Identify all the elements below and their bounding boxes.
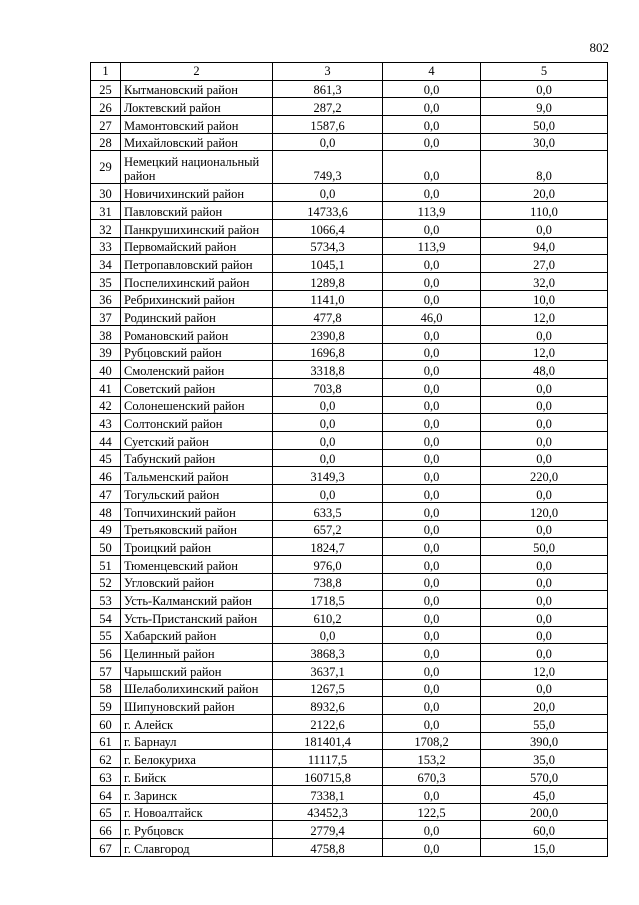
row-number-cell: 35 — [91, 272, 121, 290]
row-number-cell: 59 — [91, 697, 121, 715]
row-number-cell: 34 — [91, 255, 121, 273]
column-3-value-cell: 1141,0 — [273, 290, 383, 308]
column-5-value-cell: 10,0 — [481, 290, 608, 308]
table-row — [91, 98, 608, 116]
district-name-cell: Ребрихинский район — [121, 290, 273, 308]
district-name-cell: г. Рубцовск — [121, 821, 273, 839]
column-5-value-cell: 0,0 — [481, 591, 608, 609]
table-row — [91, 361, 608, 379]
row-number-cell: 36 — [91, 290, 121, 308]
table-row — [91, 184, 608, 202]
district-name-cell: Рубцовский район — [121, 343, 273, 361]
column-header: 1 — [91, 63, 121, 81]
column-5-value-cell: 0,0 — [481, 396, 608, 414]
column-4-value-cell: 0,0 — [383, 502, 481, 520]
column-4-value-cell: 0,0 — [383, 343, 481, 361]
row-number-cell: 46 — [91, 467, 121, 485]
table-row — [91, 219, 608, 237]
column-4-value-cell: 113,9 — [383, 202, 481, 220]
row-number-cell: 49 — [91, 520, 121, 538]
district-name-cell: Тюменцевский район — [121, 555, 273, 573]
column-4-value-cell: 0,0 — [383, 449, 481, 467]
district-name-cell: г. Бийск — [121, 768, 273, 786]
column-3-value-cell: 703,8 — [273, 379, 383, 397]
column-3-value-cell: 0,0 — [273, 133, 383, 151]
row-number-cell: 54 — [91, 608, 121, 626]
district-name-cell: Топчихинский район — [121, 502, 273, 520]
table-row — [91, 432, 608, 450]
table-row — [91, 325, 608, 343]
data-table — [90, 62, 608, 857]
row-number-cell: 51 — [91, 555, 121, 573]
column-5-value-cell: 12,0 — [481, 662, 608, 680]
column-5-value-cell: 0,0 — [481, 679, 608, 697]
column-5-value-cell: 15,0 — [481, 838, 608, 856]
district-name-cell: Суетский район — [121, 432, 273, 450]
column-4-value-cell: 0,0 — [383, 80, 481, 98]
column-5-value-cell: 48,0 — [481, 361, 608, 379]
row-number-cell: 31 — [91, 202, 121, 220]
district-name-cell: Солтонский район — [121, 414, 273, 432]
column-header: 4 — [383, 63, 481, 81]
column-3-value-cell: 1824,7 — [273, 538, 383, 556]
row-number-cell: 32 — [91, 219, 121, 237]
district-name-cell: Троицкий район — [121, 538, 273, 556]
district-name-cell: Усть-Пристанский район — [121, 608, 273, 626]
table-row — [91, 290, 608, 308]
column-5-value-cell: 390,0 — [481, 732, 608, 750]
row-number-cell: 39 — [91, 343, 121, 361]
table-row — [91, 151, 608, 184]
column-4-value-cell: 153,2 — [383, 750, 481, 768]
column-5-value-cell: 0,0 — [481, 432, 608, 450]
column-4-value-cell: 113,9 — [383, 237, 481, 255]
column-4-value-cell: 0,0 — [383, 98, 481, 116]
column-3-value-cell: 0,0 — [273, 626, 383, 644]
row-number-cell: 55 — [91, 626, 121, 644]
row-number-cell: 56 — [91, 644, 121, 662]
district-name-cell: Родинский район — [121, 308, 273, 326]
table-row — [91, 768, 608, 786]
row-number-cell: 50 — [91, 538, 121, 556]
district-name-cell: г. Белокуриха — [121, 750, 273, 768]
row-number-cell: 38 — [91, 325, 121, 343]
row-number-cell: 26 — [91, 98, 121, 116]
column-4-value-cell: 0,0 — [383, 644, 481, 662]
district-name-cell: Табунский район — [121, 449, 273, 467]
table-row — [91, 116, 608, 134]
table-row — [91, 255, 608, 273]
column-3-value-cell: 7338,1 — [273, 785, 383, 803]
table-row — [91, 555, 608, 573]
column-3-value-cell: 0,0 — [273, 396, 383, 414]
table-row — [91, 80, 608, 98]
column-header: 5 — [481, 63, 608, 81]
column-5-value-cell: 0,0 — [481, 644, 608, 662]
table-row — [91, 343, 608, 361]
column-5-value-cell: 0,0 — [481, 485, 608, 503]
column-5-value-cell: 0,0 — [481, 325, 608, 343]
column-5-value-cell: 0,0 — [481, 573, 608, 591]
district-name-cell: Третьяковский район — [121, 520, 273, 538]
column-3-value-cell: 633,5 — [273, 502, 383, 520]
district-name-cell: Немецкий национальный район — [121, 151, 273, 184]
row-number-cell: 29 — [91, 151, 121, 184]
table-row — [91, 838, 608, 856]
district-name-cell: Смоленский район — [121, 361, 273, 379]
table-row — [91, 715, 608, 733]
table-row — [91, 467, 608, 485]
table-row — [91, 449, 608, 467]
column-4-value-cell: 0,0 — [383, 538, 481, 556]
column-4-value-cell: 0,0 — [383, 821, 481, 839]
column-4-value-cell: 0,0 — [383, 414, 481, 432]
row-number-cell: 53 — [91, 591, 121, 609]
district-name-cell: Тогульский район — [121, 485, 273, 503]
row-number-cell: 52 — [91, 573, 121, 591]
column-4-value-cell: 0,0 — [383, 184, 481, 202]
column-4-value-cell: 0,0 — [383, 255, 481, 273]
row-number-cell: 47 — [91, 485, 121, 503]
column-4-value-cell: 0,0 — [383, 219, 481, 237]
column-3-value-cell: 861,3 — [273, 80, 383, 98]
column-4-value-cell: 0,0 — [383, 325, 481, 343]
table-row — [91, 732, 608, 750]
column-3-value-cell: 3149,3 — [273, 467, 383, 485]
column-5-value-cell: 50,0 — [481, 116, 608, 134]
table-row — [91, 662, 608, 680]
district-name-cell: Поспелихинский район — [121, 272, 273, 290]
table-row — [91, 396, 608, 414]
column-4-value-cell: 0,0 — [383, 555, 481, 573]
district-name-cell: Тальменский район — [121, 467, 273, 485]
table-row — [91, 502, 608, 520]
column-3-value-cell: 43452,3 — [273, 803, 383, 821]
column-5-value-cell: 45,0 — [481, 785, 608, 803]
column-5-value-cell: 0,0 — [481, 379, 608, 397]
row-number-cell: 27 — [91, 116, 121, 134]
district-name-cell: Михайловский район — [121, 133, 273, 151]
column-3-value-cell: 11117,5 — [273, 750, 383, 768]
column-3-value-cell: 181401,4 — [273, 732, 383, 750]
table-row — [91, 308, 608, 326]
column-5-value-cell: 0,0 — [481, 449, 608, 467]
column-4-value-cell: 0,0 — [383, 151, 481, 184]
column-4-value-cell: 0,0 — [383, 591, 481, 609]
column-5-value-cell: 120,0 — [481, 502, 608, 520]
column-5-value-cell: 0,0 — [481, 626, 608, 644]
column-5-value-cell: 0,0 — [481, 520, 608, 538]
district-name-cell: г. Славгород — [121, 838, 273, 856]
column-3-value-cell: 0,0 — [273, 432, 383, 450]
row-number-cell: 67 — [91, 838, 121, 856]
row-number-cell: 48 — [91, 502, 121, 520]
district-name-cell: Романовский район — [121, 325, 273, 343]
column-4-value-cell: 0,0 — [383, 116, 481, 134]
column-4-value-cell: 0,0 — [383, 626, 481, 644]
table-row — [91, 644, 608, 662]
table-row — [91, 803, 608, 821]
district-name-cell: Шипуновский район — [121, 697, 273, 715]
column-3-value-cell: 0,0 — [273, 184, 383, 202]
table-row — [91, 237, 608, 255]
column-3-value-cell: 1587,6 — [273, 116, 383, 134]
column-4-value-cell: 0,0 — [383, 485, 481, 503]
column-3-value-cell: 3637,1 — [273, 662, 383, 680]
table-row — [91, 750, 608, 768]
column-4-value-cell: 0,0 — [383, 679, 481, 697]
column-3-value-cell: 749,3 — [273, 151, 383, 184]
column-3-value-cell: 2122,6 — [273, 715, 383, 733]
row-number-cell: 40 — [91, 361, 121, 379]
table-row — [91, 202, 608, 220]
column-4-value-cell: 0,0 — [383, 520, 481, 538]
table-row — [91, 626, 608, 644]
district-name-cell: г. Заринск — [121, 785, 273, 803]
column-3-value-cell: 14733,6 — [273, 202, 383, 220]
column-3-value-cell: 1066,4 — [273, 219, 383, 237]
district-name-cell: Петропавловский район — [121, 255, 273, 273]
column-5-value-cell: 9,0 — [481, 98, 608, 116]
row-number-cell: 66 — [91, 821, 121, 839]
column-4-value-cell: 0,0 — [383, 785, 481, 803]
row-number-cell: 45 — [91, 449, 121, 467]
column-header: 3 — [273, 63, 383, 81]
column-4-value-cell: 0,0 — [383, 396, 481, 414]
column-3-value-cell: 0,0 — [273, 449, 383, 467]
row-number-cell: 60 — [91, 715, 121, 733]
table-row — [91, 485, 608, 503]
row-number-cell: 30 — [91, 184, 121, 202]
column-5-value-cell: 55,0 — [481, 715, 608, 733]
district-name-cell: Солонешенский район — [121, 396, 273, 414]
table-row — [91, 133, 608, 151]
column-3-value-cell: 287,2 — [273, 98, 383, 116]
district-name-cell: Панкрушихинский район — [121, 219, 273, 237]
column-3-value-cell: 1267,5 — [273, 679, 383, 697]
district-name-cell: Целинный район — [121, 644, 273, 662]
column-4-value-cell: 0,0 — [383, 838, 481, 856]
column-3-value-cell: 8932,6 — [273, 697, 383, 715]
row-number-cell: 63 — [91, 768, 121, 786]
row-number-cell: 33 — [91, 237, 121, 255]
column-5-value-cell: 570,0 — [481, 768, 608, 786]
column-4-value-cell: 0,0 — [383, 290, 481, 308]
row-number-cell: 65 — [91, 803, 121, 821]
column-5-value-cell: 0,0 — [481, 80, 608, 98]
column-3-value-cell: 976,0 — [273, 555, 383, 573]
table-row — [91, 414, 608, 432]
column-4-value-cell: 46,0 — [383, 308, 481, 326]
column-4-value-cell: 0,0 — [383, 432, 481, 450]
column-5-value-cell: 8,0 — [481, 151, 608, 184]
district-name-cell: Советский район — [121, 379, 273, 397]
row-number-cell: 28 — [91, 133, 121, 151]
column-4-value-cell: 0,0 — [383, 133, 481, 151]
row-number-cell: 43 — [91, 414, 121, 432]
row-number-cell: 25 — [91, 80, 121, 98]
table-row — [91, 697, 608, 715]
row-number-cell: 41 — [91, 379, 121, 397]
district-name-cell: г. Алейск — [121, 715, 273, 733]
table-header-row — [91, 63, 608, 81]
district-name-cell: Мамонтовский район — [121, 116, 273, 134]
column-5-value-cell: 0,0 — [481, 414, 608, 432]
district-name-cell: Павловский район — [121, 202, 273, 220]
table-row — [91, 608, 608, 626]
column-3-value-cell: 610,2 — [273, 608, 383, 626]
column-4-value-cell: 0,0 — [383, 715, 481, 733]
column-5-value-cell: 32,0 — [481, 272, 608, 290]
district-name-cell: г. Барнаул — [121, 732, 273, 750]
column-4-value-cell: 0,0 — [383, 379, 481, 397]
row-number-cell: 57 — [91, 662, 121, 680]
column-3-value-cell: 0,0 — [273, 414, 383, 432]
column-5-value-cell: 50,0 — [481, 538, 608, 556]
column-4-value-cell: 0,0 — [383, 662, 481, 680]
district-name-cell: Усть-Калманский район — [121, 591, 273, 609]
table-row — [91, 379, 608, 397]
row-number-cell: 64 — [91, 785, 121, 803]
district-name-cell: Локтевский район — [121, 98, 273, 116]
table-body — [91, 63, 608, 857]
district-name-cell: Новичихинский район — [121, 184, 273, 202]
column-3-value-cell: 1045,1 — [273, 255, 383, 273]
row-number-cell: 58 — [91, 679, 121, 697]
column-5-value-cell: 110,0 — [481, 202, 608, 220]
column-3-value-cell: 5734,3 — [273, 237, 383, 255]
column-5-value-cell: 200,0 — [481, 803, 608, 821]
column-4-value-cell: 0,0 — [383, 573, 481, 591]
column-5-value-cell: 12,0 — [481, 308, 608, 326]
column-3-value-cell: 1289,8 — [273, 272, 383, 290]
table-row — [91, 538, 608, 556]
district-name-cell: Хабарский район — [121, 626, 273, 644]
column-5-value-cell: 60,0 — [481, 821, 608, 839]
table-row — [91, 679, 608, 697]
page-number: 802 — [589, 40, 609, 55]
column-3-value-cell: 2390,8 — [273, 325, 383, 343]
column-4-value-cell: 0,0 — [383, 697, 481, 715]
column-3-value-cell: 4758,8 — [273, 838, 383, 856]
district-name-cell: Шелаболихинский район — [121, 679, 273, 697]
column-5-value-cell: 35,0 — [481, 750, 608, 768]
column-4-value-cell: 0,0 — [383, 272, 481, 290]
column-5-value-cell: 30,0 — [481, 133, 608, 151]
column-5-value-cell: 27,0 — [481, 255, 608, 273]
column-5-value-cell: 20,0 — [481, 697, 608, 715]
row-number-cell: 42 — [91, 396, 121, 414]
table-row — [91, 272, 608, 290]
column-3-value-cell: 477,8 — [273, 308, 383, 326]
row-number-cell: 61 — [91, 732, 121, 750]
table-row — [91, 785, 608, 803]
column-5-value-cell: 0,0 — [481, 555, 608, 573]
column-3-value-cell: 2779,4 — [273, 821, 383, 839]
column-5-value-cell: 220,0 — [481, 467, 608, 485]
column-4-value-cell: 0,0 — [383, 467, 481, 485]
district-name-cell: Кытмановский район — [121, 80, 273, 98]
column-4-value-cell: 670,3 — [383, 768, 481, 786]
table-row — [91, 573, 608, 591]
district-name-cell: Первомайский район — [121, 237, 273, 255]
district-name-cell: Чарышский район — [121, 662, 273, 680]
column-3-value-cell: 0,0 — [273, 485, 383, 503]
table-row — [91, 821, 608, 839]
column-5-value-cell: 0,0 — [481, 219, 608, 237]
column-3-value-cell: 657,2 — [273, 520, 383, 538]
row-number-cell: 62 — [91, 750, 121, 768]
table-row — [91, 520, 608, 538]
column-3-value-cell: 738,8 — [273, 573, 383, 591]
column-3-value-cell: 1718,5 — [273, 591, 383, 609]
row-number-cell: 37 — [91, 308, 121, 326]
district-name-cell: Угловский район — [121, 573, 273, 591]
column-5-value-cell: 0,0 — [481, 608, 608, 626]
row-number-cell: 44 — [91, 432, 121, 450]
table-row — [91, 591, 608, 609]
column-3-value-cell: 160715,8 — [273, 768, 383, 786]
district-name-cell: г. Новоалтайск — [121, 803, 273, 821]
column-4-value-cell: 0,0 — [383, 608, 481, 626]
column-4-value-cell: 122,5 — [383, 803, 481, 821]
column-3-value-cell: 3868,3 — [273, 644, 383, 662]
column-4-value-cell: 1708,2 — [383, 732, 481, 750]
column-4-value-cell: 0,0 — [383, 361, 481, 379]
column-3-value-cell: 3318,8 — [273, 361, 383, 379]
column-5-value-cell: 20,0 — [481, 184, 608, 202]
column-3-value-cell: 1696,8 — [273, 343, 383, 361]
column-5-value-cell: 94,0 — [481, 237, 608, 255]
column-5-value-cell: 12,0 — [481, 343, 608, 361]
column-header: 2 — [121, 63, 273, 81]
